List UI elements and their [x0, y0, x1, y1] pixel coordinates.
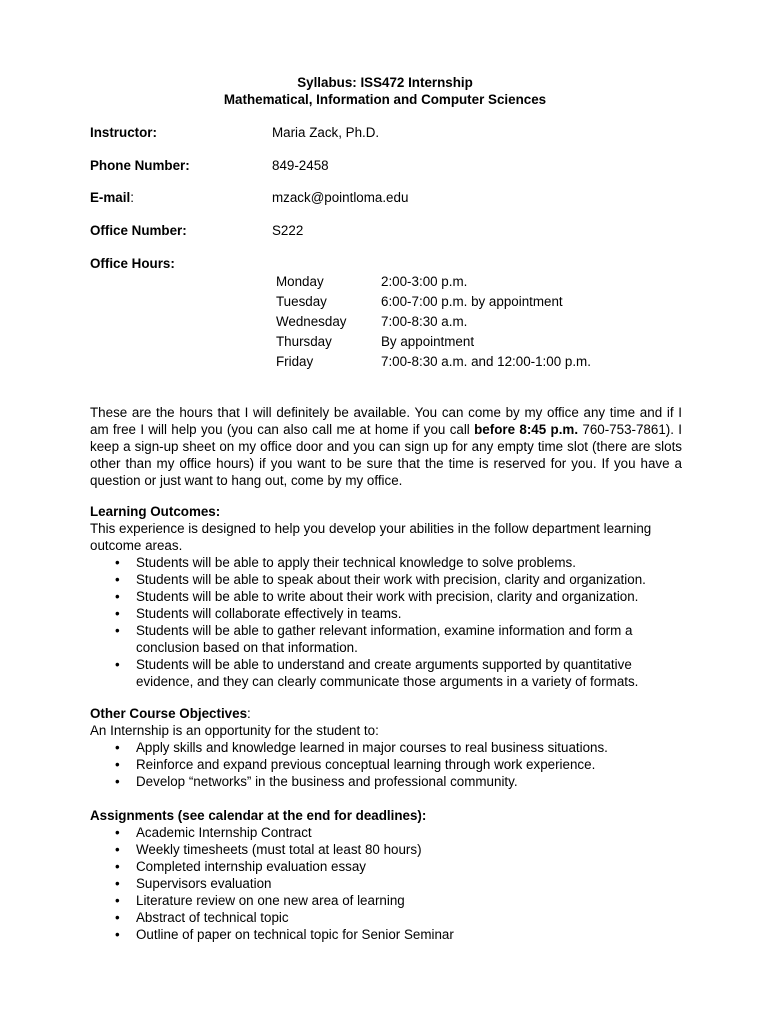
hours-row-tuesday: [276, 292, 680, 312]
list-item-text: Abstract of technical topic: [136, 910, 289, 925]
list-item-text: Outline of paper on technical topic for Senior Seminar: [136, 927, 454, 942]
other-objectives-heading-colon: :: [247, 706, 251, 721]
office-label: Office Number:: [90, 223, 187, 238]
list-item: [90, 622, 682, 656]
hours-time: 7:00-8:30 a.m. and 12:00-1:00 p.m.: [381, 354, 591, 369]
department-title: Mathematical, Information and Computer Sciences: [223, 92, 547, 107]
learning-outcomes-list: [90, 554, 682, 690]
hours-row-thursday: [276, 332, 680, 352]
list-item: [90, 739, 682, 756]
list-item-text: Literature review on one new area of learning: [136, 893, 405, 908]
list-item: [90, 875, 682, 892]
bullet-icon: •: [115, 589, 120, 604]
list-item-text: Students will be able to write about their work with precision, clarity and organization.: [136, 589, 639, 604]
hours-row-wednesday: [276, 312, 680, 332]
list-item: [90, 756, 682, 773]
bullet-icon: •: [115, 606, 120, 621]
list-item-text: Weekly timesheets (must total at least 80 hours): [136, 842, 422, 857]
availability-deadline: before 8:45 p.m.: [474, 422, 579, 437]
bullet-icon: •: [115, 842, 120, 857]
bullet-icon: •: [115, 740, 120, 755]
instructor-value: Maria Zack, Ph.D.: [272, 125, 380, 140]
hours-day: Wednesday: [276, 314, 347, 329]
other-objectives-heading-text: Other Course Objectives: [90, 706, 248, 721]
assignments-section: [90, 807, 682, 943]
list-item-text: Supervisors evaluation: [136, 876, 272, 891]
list-item: [90, 858, 682, 875]
list-item: [90, 588, 682, 605]
list-item-text: Students will be able to understand and create arguments supported by quantitative evidence, and they can clearly communicate those arguments in a variety of formats.: [136, 657, 639, 689]
other-objectives-heading: [90, 705, 682, 722]
instructor-label: Instructor:: [90, 125, 157, 140]
assignments-list: [90, 824, 682, 943]
hours-time: 6:00-7:00 p.m. by appointment: [381, 294, 563, 309]
list-item: [90, 656, 682, 690]
bullet-icon: •: [115, 757, 120, 772]
hours-day: Friday: [276, 354, 314, 369]
list-item: [90, 773, 682, 790]
phone-value: 849-2458: [272, 158, 329, 173]
hours-time: By appointment: [381, 334, 475, 349]
hours-row-monday: [276, 272, 680, 292]
list-item: [90, 571, 682, 588]
other-objectives-list: [90, 739, 682, 790]
office-value: S222: [272, 223, 304, 238]
hours-time: 2:00-3:00 p.m.: [381, 274, 468, 289]
list-item: [90, 926, 682, 943]
availability-text-rest: 760-753-7861). I keep a sign-up sheet on my office door and you can sign up for any empty time slot (there are slots other than my office hours) if you want to be sure that the time is reserved for you. If you have a question or just want to hang out, come by my office.: [90, 422, 682, 488]
list-item: [90, 554, 682, 571]
office-hours-table: [276, 272, 680, 372]
bullet-icon: •: [115, 910, 120, 925]
other-objectives-intro: An Internship is an opportunity for the student to:: [90, 723, 379, 738]
learning-outcomes-intro: This experience is designed to help you develop your abilities in the follow department learning outcome areas.: [90, 521, 652, 553]
list-item-text: Students will be able to speak about their work with precision, clarity and organization.: [136, 572, 646, 587]
list-item-text: Academic Internship Contract: [136, 825, 312, 840]
assignments-heading: Assignments (see calendar at the end for deadlines):: [90, 808, 427, 823]
syllabus-title: Syllabus: ISS472 Internship: [297, 75, 473, 90]
list-item-text: Develop “networks” in the business and professional community.: [136, 774, 518, 789]
bullet-icon: •: [115, 774, 120, 789]
list-item-text: Students will be able to gather relevant information, examine information and form a conclusion based on that information.: [136, 623, 633, 655]
list-item-text: Apply skills and knowledge learned in major courses to real business situations.: [136, 740, 608, 755]
email-label-colon: :: [130, 190, 134, 205]
list-item-text: Completed internship evaluation essay: [136, 859, 367, 874]
hours-day: Monday: [276, 274, 324, 289]
email-label: [90, 189, 134, 206]
list-item-text: Students will be able to apply their technical knowledge to solve problems.: [136, 555, 576, 570]
bullet-icon: •: [115, 572, 120, 587]
list-item: [90, 824, 682, 841]
hours-row-friday: [276, 352, 680, 372]
phone-label: Phone Number:: [90, 158, 190, 173]
bullet-icon: •: [115, 657, 120, 672]
learning-outcomes-heading: Learning Outcomes:: [90, 504, 221, 519]
bullet-icon: •: [115, 859, 120, 874]
email-label-text: E-mail: [90, 190, 131, 205]
availability-paragraph: [90, 404, 682, 489]
availability-text: These are the hours that I will definitely be available. You can come by my office any time and if I am free I will help you (you can also call me at home if you call: [90, 405, 682, 437]
hours-day: Tuesday: [276, 294, 327, 309]
bullet-icon: •: [115, 825, 120, 840]
list-item: [90, 909, 682, 926]
bullet-icon: •: [115, 893, 120, 908]
bullet-icon: •: [115, 555, 120, 570]
bullet-icon: •: [115, 876, 120, 891]
list-item-text: Reinforce and expand previous conceptual learning through work experience.: [136, 757, 596, 772]
list-item: [90, 605, 682, 622]
hours-day: Thursday: [276, 334, 332, 349]
hours-label: Office Hours:: [90, 256, 175, 271]
list-item-text: Students will collaborate effectively in teams.: [136, 606, 402, 621]
list-item: [90, 892, 682, 909]
email-value: mzack@pointloma.edu: [272, 190, 409, 205]
bullet-icon: •: [115, 623, 120, 638]
other-objectives-section: [90, 705, 682, 790]
learning-outcomes-section: [90, 503, 682, 690]
list-item: [90, 841, 682, 858]
hours-time: 7:00-8:30 a.m.: [381, 314, 468, 329]
bullet-icon: •: [115, 927, 120, 942]
